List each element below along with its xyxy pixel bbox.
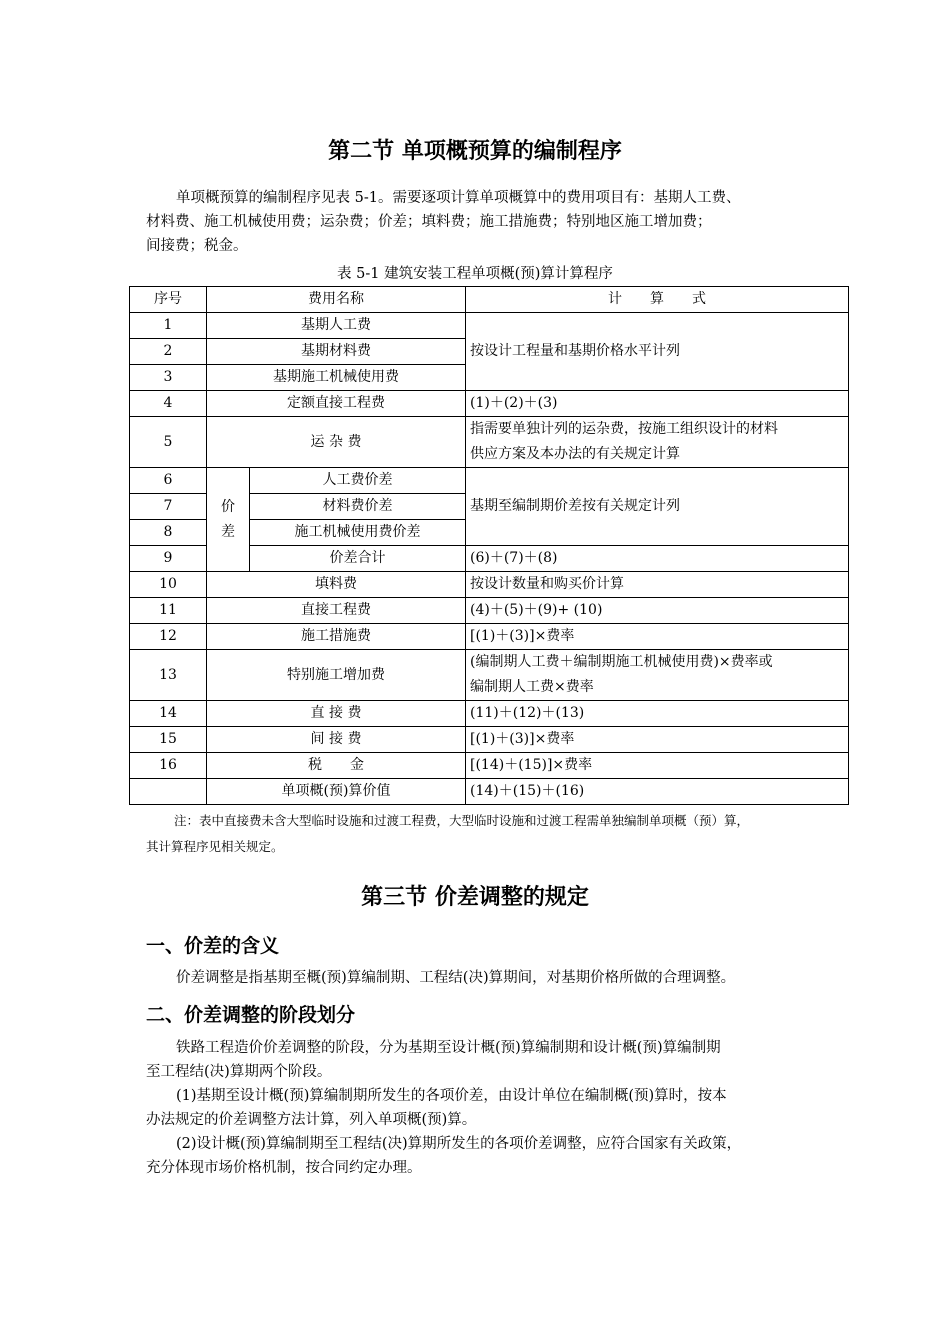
group-char: 差 [221,523,235,540]
row-seq: 11 [130,598,207,624]
group-char: 价 [221,498,235,515]
note-line-1: 注：表中直接费未含大型临时设施和过渡工程费，大型临时设施和过渡工程需单独编制单项概（预）算， [174,813,750,828]
row-formula: [(1)＋(3)]×费率 [466,624,849,650]
row-formula [466,417,849,468]
row-seq: 9 [130,546,207,572]
row-formula: 按设计数量和购买价计算 [466,572,849,598]
row-name: 人工费价差 [250,468,466,494]
row-name: 运 杂 费 [207,417,466,468]
row-formula: [(1)＋(3)]×费率 [466,727,849,753]
table-row [130,417,849,468]
formula-line: (编制期人工费＋编制期施工机械使用费)×费率或 [470,654,773,670]
cost-procedure-table [129,286,849,805]
header-seq: 序号 [130,287,207,313]
row-name: 特别施工增加费 [207,650,466,701]
row-name: 基期施工机械使用费 [207,365,466,391]
formula-line: 指需要单独计列的运杂费，按施工组织设计的材料 [470,421,778,437]
row-seq: 15 [130,727,207,753]
table-row [130,313,849,339]
row-seq: 14 [130,701,207,727]
row-seq: 5 [130,417,207,468]
table-row [130,650,849,701]
table-row [130,572,849,598]
row-formula: (11)＋(12)＋(13) [466,701,849,727]
row-seq: 2 [130,339,207,365]
row-seq: 10 [130,572,207,598]
row-seq: 7 [130,494,207,520]
subsection1-text [146,966,826,990]
row-formula: [(14)＋(15)]×费率 [466,753,849,779]
table-row [130,624,849,650]
row-seq: 12 [130,624,207,650]
header-formula: 计 算 式 [466,287,849,313]
row-name: 单项概(预)算价值 [207,779,466,805]
row-seq: 6 [130,468,207,494]
row-name: 直 接 费 [207,701,466,727]
note-line-2: 其计算程序见相关规定。 [146,839,284,854]
row-name: 直接工程费 [207,598,466,624]
row-seq [130,779,207,805]
intro-line-2: 材料费、施工机械使用费；运杂费；价差；填料费；施工措施费；特别地区施工增加费； [146,214,712,230]
subsection1-heading: 一、价差的含义 [146,935,280,957]
p2-line-2: 办法规定的价差调整方法计算，列入单项概(预)算。 [146,1112,477,1128]
row-formula [466,650,849,701]
row-name: 间 接 费 [207,727,466,753]
p2-line-1: (1)基期至设计概(预)算编制期所发生的各项价差，由设计单位在编制概(预)算时，按本 [176,1088,727,1104]
row-name: 材料费价差 [250,494,466,520]
row-name: 基期材料费 [207,339,466,365]
p1-line-2: 至工程结(决)算期两个阶段。 [146,1064,332,1080]
row-name: 价差合计 [250,546,466,572]
table-row [130,779,849,805]
p1-line-1: 铁路工程造价价差调整的阶段，分为基期至设计概(预)算编制期和设计概(预)算编制期 [176,1040,721,1056]
section2-intro [146,186,826,258]
subsection2-text [146,1036,826,1180]
row-formula: (6)＋(7)＋(8) [466,546,849,572]
row-seq: 8 [130,520,207,546]
row-formula: 按设计工程量和基期价格水平计列 [466,313,849,391]
row-formula: 基期至编制期价差按有关规定计列 [466,468,849,546]
row-formula: (14)＋(15)＋(16) [466,779,849,805]
subsection2-heading: 二、价差调整的阶段划分 [146,1004,356,1026]
sub1-line: 价差调整是指基期至概(预)算编制期、工程结(决)算期间，对基期价格所做的合理调整。 [176,970,736,986]
row-seq: 3 [130,365,207,391]
section3-title: 第三节 价差调整的规定 [361,885,589,910]
formula-line: 编制期人工费×费率 [470,679,594,695]
table-note [146,808,846,860]
intro-line-1: 单项概预算的编制程序见表 5-1。需要逐项计算单项概算中的费用项目有：基期人工费、 [176,190,741,206]
row-seq: 1 [130,313,207,339]
row-name: 基期人工费 [207,313,466,339]
price-diff-group-label [207,468,250,572]
row-seq: 16 [130,753,207,779]
p3-line-1: (2)设计概(预)算编制期至工程结(决)算期所发生的各项价差调整，应符合国家有关政策， [176,1136,742,1152]
row-formula: (4)＋(5)＋(9)+ (10) [466,598,849,624]
formula-line: 供应方案及本办法的有关规定计算 [470,446,680,462]
section2-title: 第二节 单项概预算的编制程序 [328,139,622,164]
table-row [130,391,849,417]
row-name: 填料费 [207,572,466,598]
table-header-row [130,287,849,313]
table-row [130,701,849,727]
table-row [130,727,849,753]
intro-line-3: 间接费；税金。 [146,238,248,254]
table-row [130,753,849,779]
header-name: 费用名称 [207,287,466,313]
row-name: 施工措施费 [207,624,466,650]
row-name: 税 金 [207,753,466,779]
row-name: 定额直接工程费 [207,391,466,417]
table-row [130,468,849,494]
row-name: 施工机械使用费价差 [250,520,466,546]
table-caption: 表 5-1 建筑安装工程单项概(预)算计算程序 [337,266,613,282]
row-formula: (1)＋(2)＋(3) [466,391,849,417]
table-row [130,598,849,624]
p3-line-2: 充分体现市场价格机制，按合同约定办理。 [146,1160,422,1176]
row-seq: 4 [130,391,207,417]
row-seq: 13 [130,650,207,701]
